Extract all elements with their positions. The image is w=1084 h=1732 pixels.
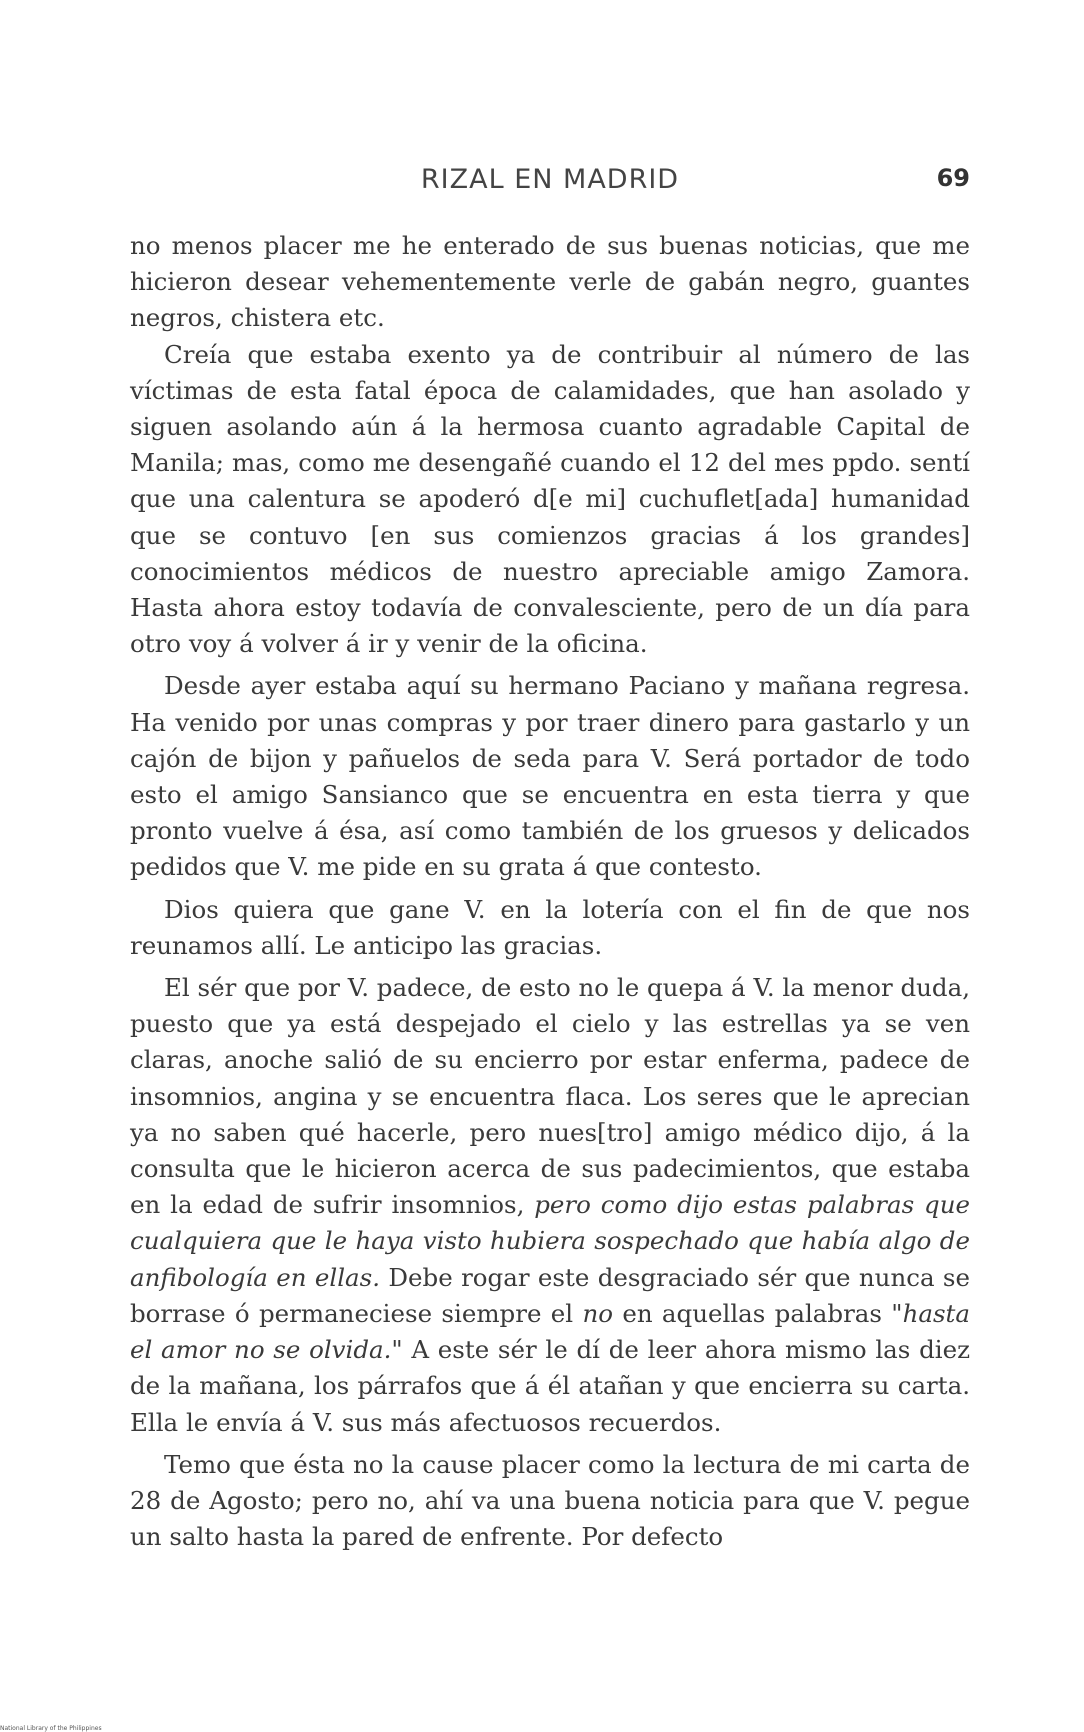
paragraph-5 <box>130 970 970 1441</box>
paragraph-5-part-e: en aquellas palabras " <box>612 1298 903 1328</box>
paragraph-5-italic-phrase: pero como dijo estas palabras que cualquiera que le haya visto hubiera sospechado que había algo de anfibología en ellas. <box>130 1190 970 1292</box>
paragraph-5-italic-no: no <box>582 1298 613 1328</box>
paragraph-2: Creía que estaba exento ya de contribuir al número de las víctimas de esta fatal época de calamidades, que han asolado y siguen asolando aún á la hermosa cuanto agradable Capital de Manila; mas, como me desengañé cuando el 12 del mes ppdo. sentí que una calentura se apoderó d[e mi] cuchuflet[ada] humanidad que se contuvo [en sus comienzos gracias á los grandes] conocimientos médicos de nuestro apreciable amigo Zamora. Hasta ahora estoy todavía de convalesciente, pero de un día para otro voy á volver á ir y venir de la oficina. <box>130 339 970 659</box>
paragraph-3: Desde ayer estaba aquí su hermano Paciano y mañana regresa. Ha venido por unas compras y por traer dinero para gastarlo y un cajón de bijon y pañuelos de seda para V. Será portador de todo esto el amigo Sansianco que se encuentra en esta tierra y que pronto vuelve á ésa, así como también de los gruesos y delicados pedidos que V. me pide en su grata á que contesto. <box>130 671 970 882</box>
running-title: RIZAL EN MADRID <box>420 164 680 195</box>
paragraph-5-part-c: Debe rogar este desgraciado sér que nunca se borrase ó permaneciese siempre el <box>130 1262 970 1328</box>
paragraph-5-part-a: El sér que por V. padece, de esto no le quepa á V. la menor duda, puesto que ya está despejado el cielo y las estrellas ya se ven claras, anoche salió de su encierro por estar enferma, padece de insomnios, angina y se encuentra flaca. Los seres que le aprecian ya no saben qué hacerle, pero nues[tro] amigo médico dijo, á la consulta que le hicieron acerca de sus padecimientos, que estaba en la edad de sufrir insomnios, <box>130 973 970 1220</box>
paragraph-5-italic-quote: hasta el amor no se olvida. <box>130 1298 970 1365</box>
source-footnote: National Library of the Philippines <box>0 1725 102 1732</box>
paragraph-6: Temo que ésta no la cause placer como la lectura de mi carta de 28 de Agosto; pero no, ahí va una buena noticia para que V. pegue un salto hasta la pared de enfrente. Por defecto <box>130 1449 970 1552</box>
paragraph-4: Dios quiera que gane V. en la lotería con el fin de que nos reunamos allí. Le anticipo las gracias. <box>130 894 970 960</box>
page-number: 69 <box>936 164 970 192</box>
paragraph-5-part-g: " A este sér le dí de leer ahora mismo las diez de la mañana, los párrafos que á él atañan y que encierra su carta. Ella le envía á V. sus más afectuosos recuerdos. <box>130 1335 970 1437</box>
page-header <box>130 164 970 204</box>
body-text <box>130 228 970 1555</box>
paragraph-1: no menos placer me he enterado de sus buenas noticias, que me hicieron desear vehementemente verle de gabán negro, guantes negros, chistera etc. <box>130 231 970 333</box>
